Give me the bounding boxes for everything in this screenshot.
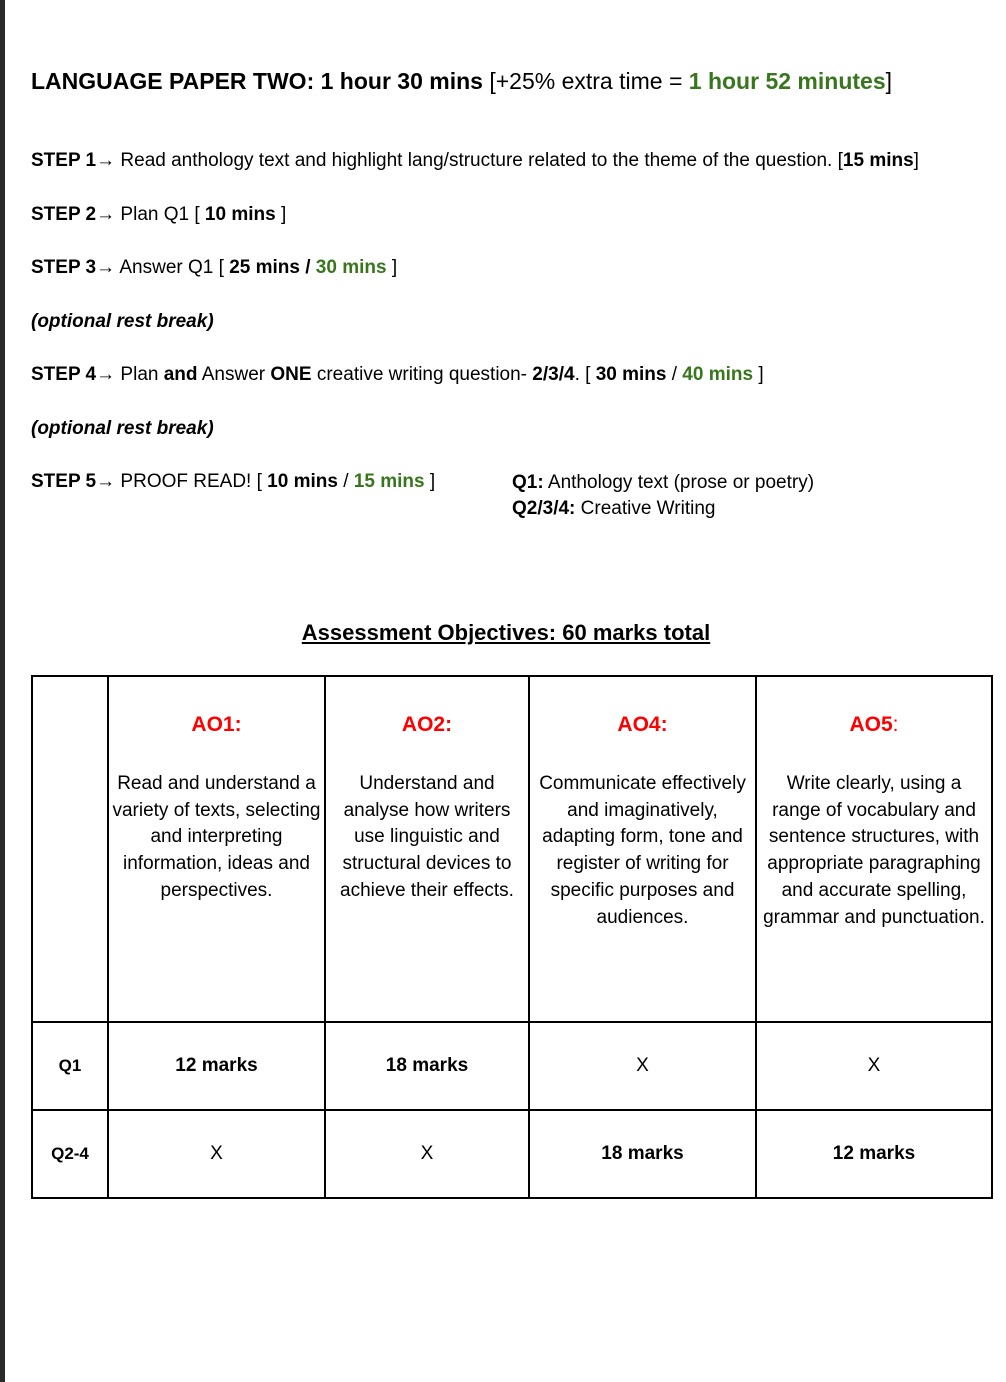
arrow-icon: → [96,150,116,171]
corner-cell [32,676,108,1022]
step-2-label: STEP 2 [31,204,97,225]
row-label-q1: Q1 [32,1022,108,1110]
title-total-time: 1 hour 52 minutes [688,68,886,94]
ao1-desc: Read and understand a variety of texts, selecting and interpreting information, ideas and perspectives. [112,773,321,901]
step-2 [31,204,286,226]
step-4-and: and [163,364,198,385]
step-4-time: 30 mins [595,364,667,385]
ao5-code: AO5 [849,713,893,736]
row-label-q2-4: Q2-4 [32,1110,108,1198]
step-4-one: ONE [270,364,312,385]
step-4-questions: 2/3/4 [532,364,575,385]
q2-4-ao5-marks: 12 marks [756,1110,992,1198]
step-4-text: Plan [115,364,164,385]
step-3-close: ] [386,257,398,278]
step-3 [31,257,397,279]
q2-note [512,498,715,520]
q1-ao5-marks: X [756,1022,992,1110]
assessment-table [31,675,993,1199]
step-5-text: PROOF READ! [ [115,471,268,492]
arrow-icon: → [96,471,116,492]
title-extra-time: [+25% extra time = [482,68,689,94]
step-3-text: Answer Q1 [ [115,257,230,278]
table-row [32,1022,992,1110]
step-2-text: Plan Q1 [ [115,204,205,225]
step-4-text: Answer [197,364,271,385]
ao4-code: AO4: [617,713,668,736]
step-5 [31,471,435,493]
ao5-desc: Write clearly, using a range of vocabulary and sentence structures, with appropriate paragraphing and accurate spelling, grammar and punctuation. [763,773,985,928]
arrow-icon: → [96,364,116,385]
q1-note [512,472,814,494]
q1-ao2-marks: 18 marks [325,1022,529,1110]
ao4-desc: Communicate effectively and imaginatively, adapting form, tone and register of writing for specific purposes and audiences. [539,773,746,928]
title-bold: LANGUAGE PAPER TWO: 1 hour 30 mins [31,68,483,94]
step-1 [31,150,919,172]
step-3-extra-time: 30 mins [315,257,387,278]
ao2-title [326,713,528,737]
step-3-time: 25 mins / [229,257,316,278]
table-row [32,1110,992,1198]
q1-note-text: Anthology text (prose or poetry) [543,472,815,493]
arrow-icon: → [96,257,116,278]
q2-4-ao1-marks: X [108,1110,325,1198]
ao5-cell [756,676,992,1022]
step-5-slash: / [337,471,354,492]
ao1-code: AO1: [191,713,242,736]
step-1-text: Read anthology text and highlight lang/structure related to the theme of the question. [ [115,150,843,171]
step-4 [31,364,764,386]
q2-note-text: Creative Writing [575,498,716,519]
assessment-heading: Assessment Objectives: 60 marks total [301,620,711,645]
title-close: ] [885,68,892,94]
step-2-close: ] [275,204,287,225]
ao2-desc: Understand and analyse how writers use linguistic and structural devices to achieve their effects. [340,773,514,901]
ao2-code: AO2: [401,713,453,736]
ao1-cell [108,676,325,1022]
step-3-label: STEP 3 [31,257,97,278]
q1-note-label: Q1: [512,472,544,493]
step-4-label: STEP 4 [31,364,97,385]
q2-note-label: Q2/3/4: [512,498,576,519]
ao1-title [109,713,324,737]
step-5-extra-time: 15 mins [353,471,425,492]
ao5-title [757,713,991,737]
q1-ao1-marks: 12 marks [108,1022,325,1110]
q2-4-ao2-marks: X [325,1110,529,1198]
ao2-cell [325,676,529,1022]
arrow-icon: → [96,204,116,225]
step-4-extra-time: 40 mins [682,364,754,385]
step-5-close: ] [424,471,436,492]
q1-ao4-marks: X [529,1022,756,1110]
step-1-time: 15 mins [842,150,914,171]
ao5-colon: : [892,713,899,736]
rest-break-2: (optional rest break) [31,418,214,439]
step-2-time: 10 mins [204,204,276,225]
objectives-row [32,676,992,1022]
step-4-text: . [ [574,364,596,385]
step-5-time: 10 mins [267,471,338,492]
ao4-title [530,713,755,737]
step-5-label: STEP 5 [31,471,97,492]
step-4-text: creative writing question- [311,364,533,385]
left-edge-bar [0,0,5,1382]
q2-4-ao4-marks: 18 marks [529,1110,756,1198]
step-1-label: STEP 1 [31,150,97,171]
step-4-close: ] [753,364,764,385]
step-1-close: ] [913,150,919,171]
rest-break-1: (optional rest break) [31,311,214,332]
page-title [31,68,892,95]
ao4-cell [529,676,756,1022]
step-4-slash: / [666,364,683,385]
